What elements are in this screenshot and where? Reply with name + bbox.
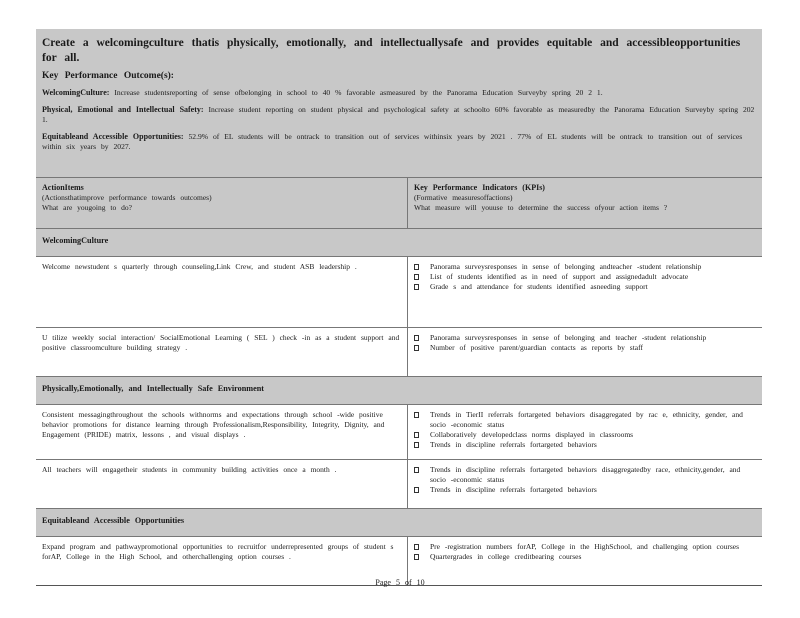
- kpi-item: [414, 465, 756, 485]
- goal-header: [36, 29, 762, 177]
- kpi-text: Collaboratively developedclass norms displayed in classrooms: [430, 430, 634, 439]
- kpi-text: Quartergrades in college creditbearing courses: [430, 552, 582, 561]
- bullet-box-icon: [414, 467, 419, 473]
- column-headers: [36, 177, 762, 228]
- section-heading: Equitableand Accessible Opportunities: [36, 508, 762, 536]
- outcome-item: [42, 88, 756, 98]
- action-item-text: U tilize weekly social interaction/ SocialEmotional Learning ( SEL ) check -in as a student support and positive classroomculture building strategy .: [36, 328, 408, 376]
- bullet-box-icon: [414, 345, 419, 351]
- kpi-text: Trends in TierII referrals fortargeted behaviors disaggregated by rac e, ethnicity, gender, and socio -economic status: [430, 410, 743, 429]
- kpi-text: Number of positive parent/guardian contacts as reports by staff: [430, 343, 643, 352]
- kpi-item: [414, 440, 756, 450]
- kpi-list: [414, 542, 756, 562]
- bullet-box-icon: [414, 412, 419, 418]
- kpi-item: [414, 485, 756, 495]
- kpi-item: [414, 430, 756, 440]
- section-heading: WelcomingCulture: [36, 228, 762, 256]
- outcome-item: [42, 105, 756, 125]
- action-item-text: Welcome newstudent s quarterly through counseling,Link Crew, and student ASB leadership .: [36, 257, 408, 327]
- bullet-box-icon: [414, 432, 419, 438]
- document-page: [36, 29, 762, 586]
- action-items-heading: ActionItems: [42, 183, 84, 192]
- bullet-box-icon: [414, 274, 419, 280]
- kpi-item: [414, 333, 756, 343]
- kpi-question: What measure will youuse to determine the success ofyour action items ?: [414, 203, 668, 212]
- kpi-text: Grade s and attendance for students identified asneeding support: [430, 282, 648, 291]
- kpi-heading: Key Performance Indicators (KPIs): [414, 183, 545, 192]
- table-row: [36, 404, 762, 459]
- kpi-text: Pre -registration numbers forAP, College in the HighSchool, and challenging option courses: [430, 542, 739, 551]
- outcome-label: Physical, Emotional and Intellectual Safety:: [42, 105, 204, 114]
- kpi-item: [414, 262, 756, 272]
- bullet-box-icon: [414, 442, 419, 448]
- kpi-text: Trends in discipline referrals fortargeted behaviors: [430, 440, 597, 449]
- kpi-text: Trends in discipline referrals fortargeted behaviors: [430, 485, 597, 494]
- bullet-box-icon: [414, 544, 419, 550]
- kpi-text: List of students identified as in need of support and assignedadult advocate: [430, 272, 689, 281]
- section-heading: Physically,Emotionally, and Intellectually Safe Environment: [36, 376, 762, 404]
- action-items-subtitle: (Actionsthatimprove performance towards outcomes): [42, 193, 212, 202]
- kpo-label: Key Performance Outcome(s):: [42, 71, 174, 81]
- bullet-box-icon: [414, 335, 419, 341]
- outcome-label: WelcomingCulture:: [42, 88, 110, 97]
- kpi-list: [414, 262, 756, 292]
- kpi-item: [414, 343, 756, 353]
- table-row: [36, 256, 762, 327]
- kpi-list: [414, 465, 756, 495]
- kpi-list: [414, 333, 756, 353]
- kpi-list: [414, 410, 756, 450]
- outcome-item: [42, 132, 756, 152]
- kpi-item: [414, 282, 756, 292]
- action-item-text: Consistent messagingthroughout the schools withnorms and expectations through school -wide positive behavior promotions for distance learning through Professionalism,Responsibility, Integrity, Dignity, and Engagement (PRIDE) matrix, lessons , and visual displays .: [36, 405, 408, 459]
- sections-container: [36, 228, 762, 585]
- table-row: [36, 327, 762, 376]
- bullet-box-icon: [414, 554, 419, 560]
- kpi-item: [414, 272, 756, 282]
- outcomes-list: [42, 88, 756, 152]
- bullet-box-icon: [414, 487, 419, 493]
- action-item-text: All teachers will engagetheir students in community building activities once a month .: [36, 460, 408, 508]
- outcome-text: 52.9% of EL students will be ontrack to transition out of services withinsix years by 2021 . 77% of EL students will be ontrack to transition out of services within six years by 2027.: [42, 132, 743, 151]
- bullet-box-icon: [414, 284, 419, 290]
- kpi-text: Trends in discipline referrals fortargeted behaviors disaggregatedby race, ethnicity,gender, and socio -economic status: [430, 465, 741, 484]
- kpi-item: [414, 410, 756, 430]
- kpi-text: Panorama surveysresponses in sense of belonging andteacher -student relationship: [430, 262, 702, 271]
- outcome-text: Increase student reporting on student physical and psychological safety at schoolto 60% favorable as measuredby the Panorama Education Surveyby spring 202 1.: [42, 105, 755, 124]
- page-number: Page 5 of 10: [375, 578, 425, 587]
- action-items-question: What are yougoing to do?: [42, 203, 132, 212]
- kpi-item: [414, 552, 756, 562]
- kpi-subtitle: (Formative measuresoffactions): [414, 193, 513, 202]
- action-item-text: Expand program and pathwaypromotional opportunities to recruitfor underrepresented groups of student s forAP, College in the High School, and otherchallenging option courses .: [36, 537, 408, 585]
- kpi-item: [414, 542, 756, 552]
- outcome-text: Increase studentsreporting of sense ofbelonging in school to 40 % favorable asmeasured by the Panorama Education Surveyby spring 20 2 1.: [114, 88, 603, 97]
- kpi-text: Panorama surveysresponses in sense of belonging and teacher -student relationship: [430, 333, 707, 342]
- goal-title: Create a welcomingculture thatis physically, emotionally, and intellectuallysafe and provides equitable and accessibleopportunities for all.: [42, 37, 741, 64]
- bullet-box-icon: [414, 264, 419, 270]
- table-row: [36, 459, 762, 508]
- outcome-label: Equitableand Accessible Opportunities:: [42, 132, 184, 141]
